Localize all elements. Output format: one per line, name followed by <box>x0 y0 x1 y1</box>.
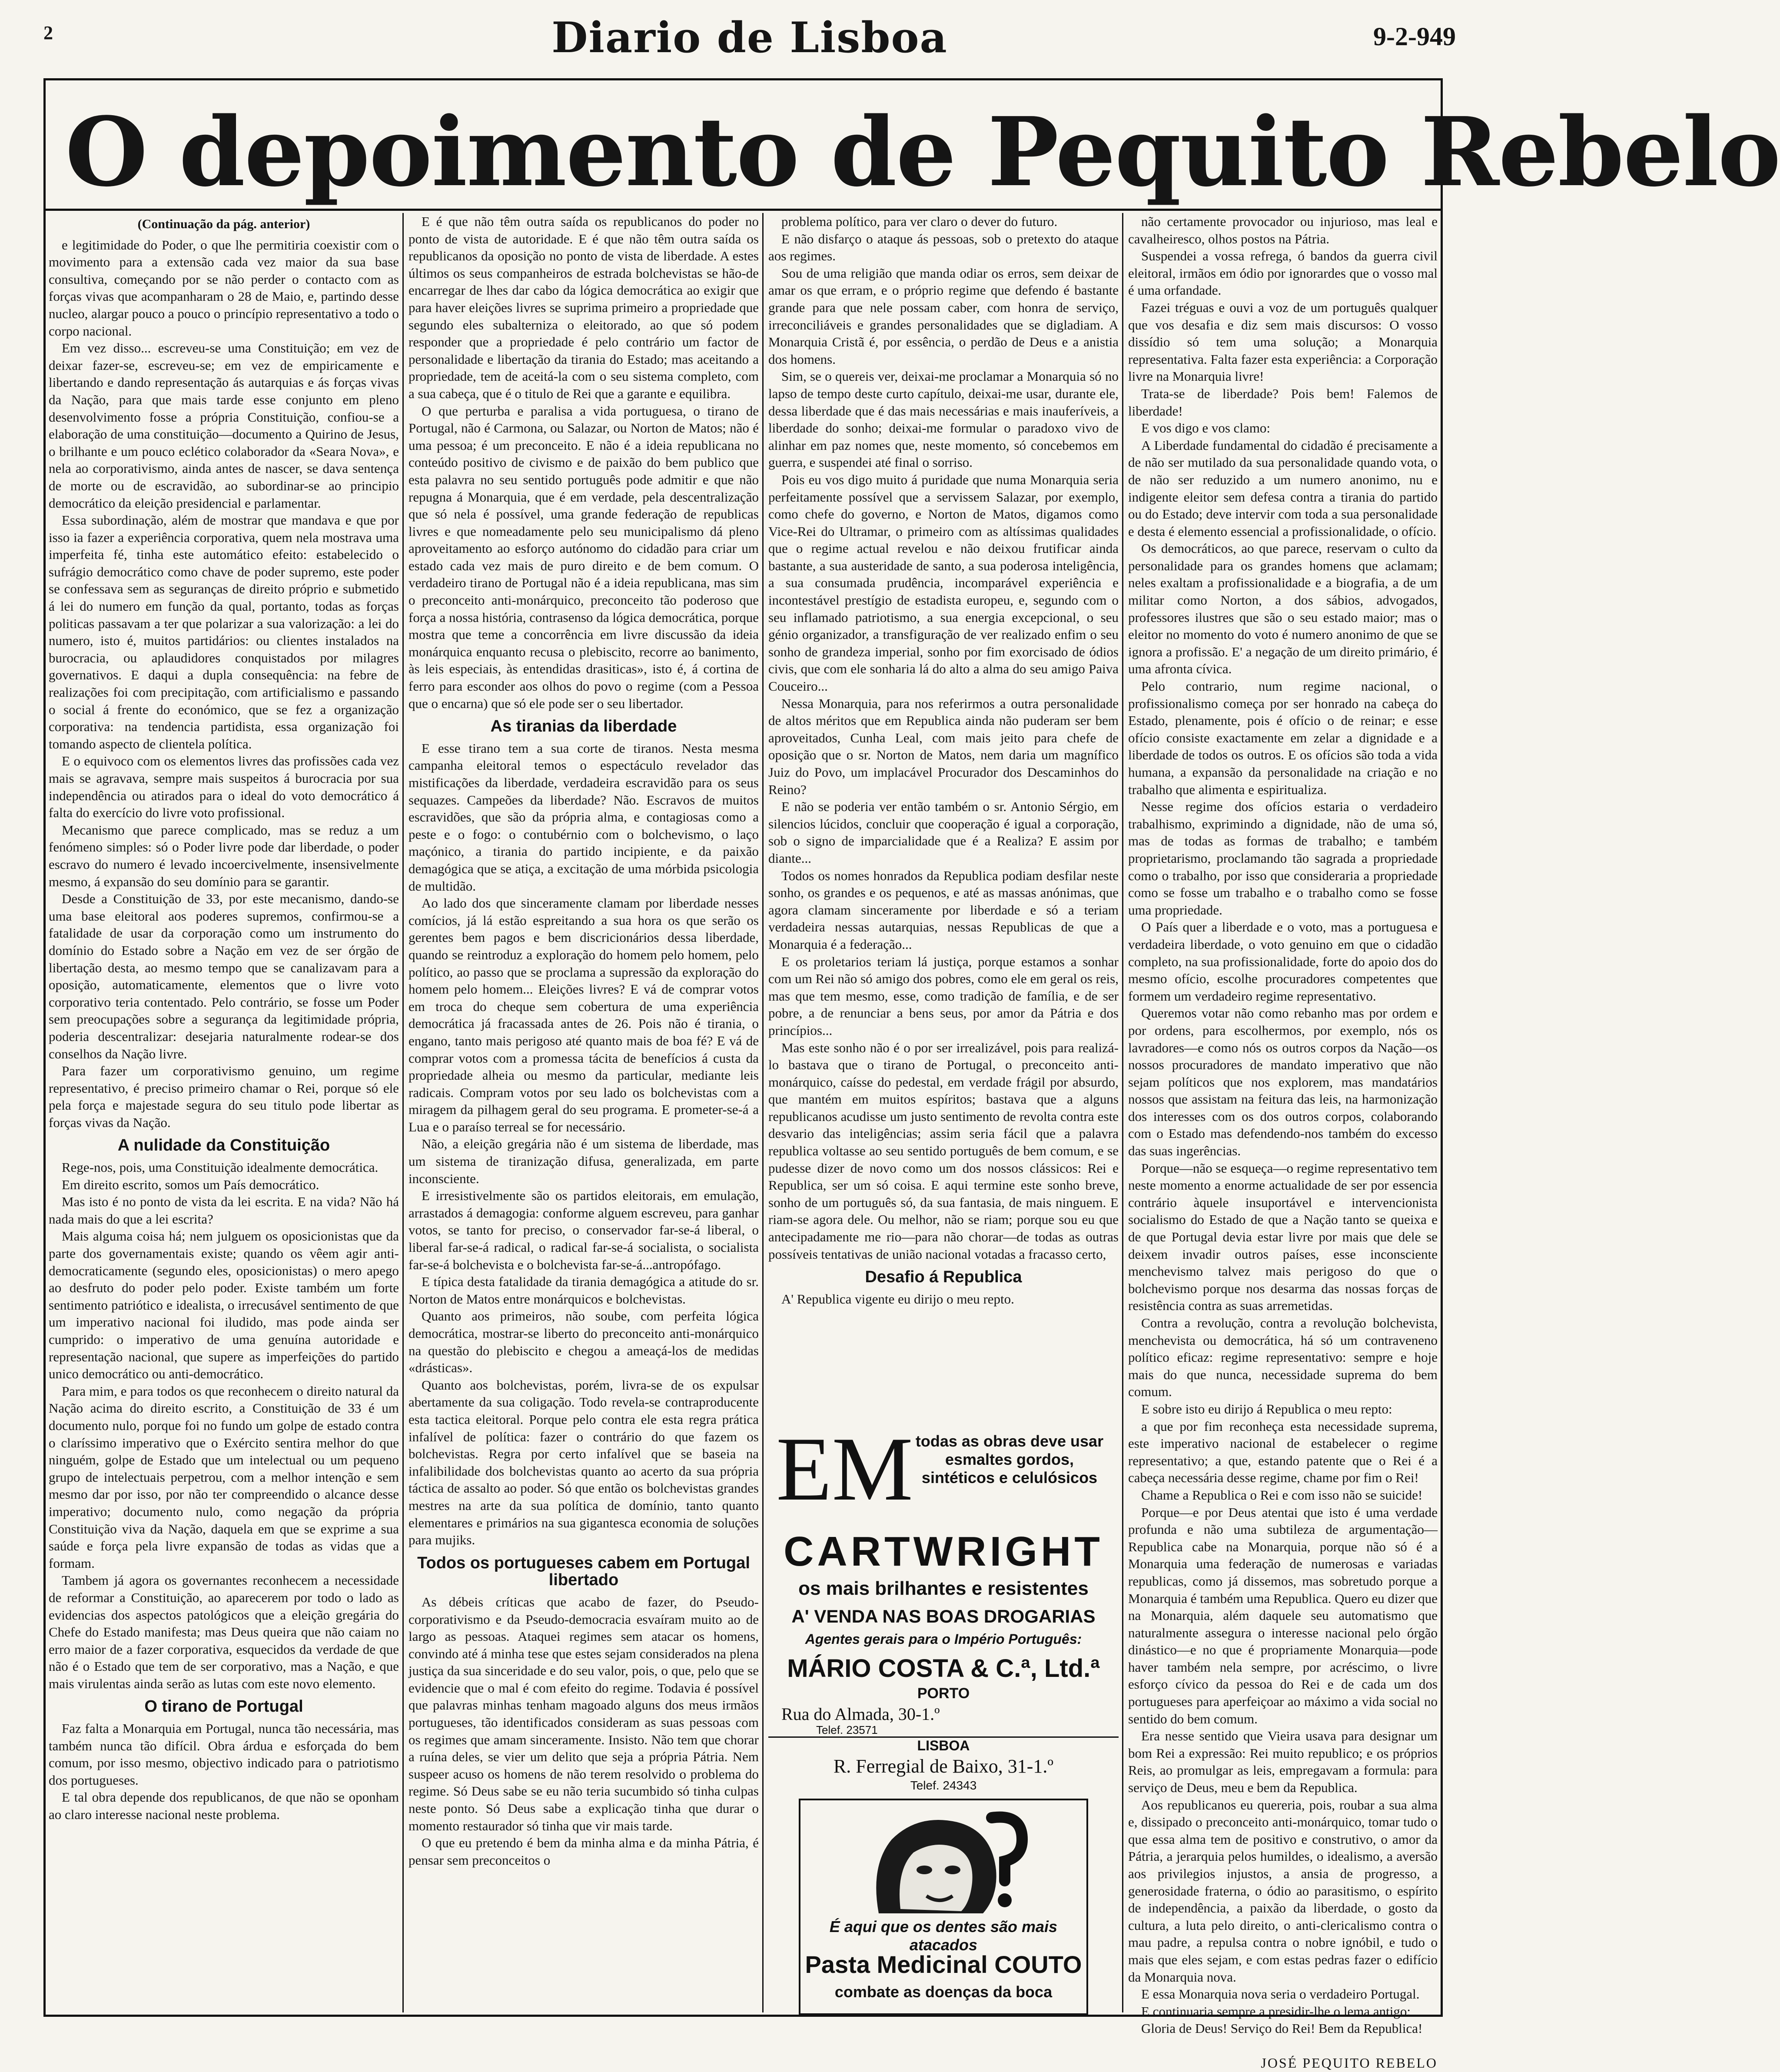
paragraph: a que por fim reconheça esta necessidade suprema, este imperativo nacional de estabelecer o regime representativo; a que, estando patente que o Rei é a cabeça necessária desse regime, chame por fim o Rei! <box>1128 1418 1438 1486</box>
ad-sale-info: A' VENDA NAS BOAS DROGARIAS <box>791 1606 1096 1626</box>
headline-divider <box>43 209 1443 211</box>
article-headline: O depoimento de Pequito Rebelo <box>65 96 1780 208</box>
newspaper-title: Diario de Lisboa <box>551 13 948 62</box>
ad-city-porto: PORTO <box>917 1685 970 1702</box>
paragraph: Nessa Monarquia, para nos referirmos a outra personalidade de altos méritos que em Republica ainda não puderam ser bem aproveitados, Cunha Leal, com mais jeito para chefe de oposição que o sr. Norton de Matos, nem daria um magnífico Juiz do Povo, um implacável Procurador dos Descaminhos do Reino? <box>768 695 1119 797</box>
article-column-3 <box>768 213 1119 1421</box>
paragraph: Contra a revolução, contra a revolução bolchevista, menchevista ou democrática, há só um contraveneno político eficaz: regime representativo: sempre e hoje mais do que nunca, necessidade suprema do bem comum. <box>1128 1315 1438 1400</box>
paragraph: Quanto aos primeiros, não soube, com perfeita lógica democrática, mostrar-se liberto do preconceito anti-monárquico na questão do plebiscito e chegou a ameaçá-los de medidas «drásticas». <box>408 1308 759 1376</box>
ad-city-lisboa: LISBOA <box>917 1738 970 1753</box>
author-signature: JOSÉ PEQUITO REBELO <box>1261 2055 1438 2071</box>
continuation-note: (Continuação da pág. anterior) <box>137 217 310 231</box>
subheading: Todos os portugueses cabem em Portugal libertado <box>417 1553 750 1590</box>
ad-tagline: os mais brilhantes e resistentes <box>798 1578 1089 1599</box>
paragraph: Chame a Republica o Rei e com isso não se suicide! <box>1141 1487 1423 1503</box>
paragraph: E não se poderia ver então também o sr. Antonio Sérgio, em silencios lúcidos, concluir que cooperação é igual a corporação, sob o signo de imparcialidade que é a Realiza? E assim por diante... <box>768 799 1119 866</box>
paragraph: Era nesse sentido que Vieira usava para designar um bom Rei a expressão: Rei muito republico; e os próprios Reis, ao promulgar as leis, empregavam a formula: para serviço de Deus, meu e bem da Republica. <box>1128 1728 1438 1796</box>
subheading: O tirano de Portugal <box>144 1697 303 1716</box>
paragraph: Os democráticos, ao que parece, reservam o culto da personalidade para os grandes homens que aclamam; neles exaltam a profissionalidade e a biografia, a de um militar como Norton, a dos sábios, advogados, professores ilustres que são o seu estado maior; mas o eleitor no momento do voto é numero anonimo de que se ignora a profissão. E' a negação de um direito primário, é uma afronta cívica. <box>1128 541 1438 677</box>
paragraph: Faz falta a Monarquia em Portugal, nunca tão necessária, mas também nunca tão difícil. Obra árdua e esforçada do bem comum, por isso mesmo, objectivo indicado para o patriotismo dos portugueses. <box>49 1721 399 1788</box>
advertisement-block <box>768 1419 1119 2019</box>
paragraph: Aos republicanos eu quereria, pois, roubar a sua alma e, dissipado o preconceito anti-monárquico, tomar tudo o que essa alma tem de positivo e construtivo, o amor da Pátria, a jerarquia pelos humildes, o idealismo, a aversão aos privilegios injustos, a ansia de progresso, a generosidade fraterna, o ódio ao parasitismo, o espírito de independência, a paixão da liberdade, o gosto da cultura, a luta pelo direito, o anti-clericalismo contra o mau padre, a repulsa contra o nobre ignóbil, e tudo o mais que eles sejam, e com estas pedras fazer o edifício da Monarquia nova. <box>1128 1797 1438 1985</box>
couto-ad <box>799 1799 1088 2015</box>
paragraph: E tal obra depende dos republicanos, de que não se oponham ao claro interesse nacional neste problema. <box>49 1789 399 1823</box>
paragraph: Em direito escrito, somos um País democrático. <box>62 1177 319 1192</box>
ad-company: MÁRIO COSTA & C.ª, Ltd.ª <box>787 1654 1100 1683</box>
paragraph: Para mim, e para todos os que reconhecem o direito natural da Nação acima do direito escrito, a Constituição de 33 é um documento nulo, porque foi no fundo um golpe de estado contra o claríssimo imperativo que o Exército sentira melhor do que ninguém, golpe de Estado que um intelectual ou um pequeno grupo de intelectuais perpetrou, com a melhor intenção e sem mesmo dar por isso, por não ter compreendido o alcance desse imperativo; documento nulo, como negação da própria Constituição viva da Nação, daquela em que se exprime a sua saúde e força pela livre expansão de todas as vidas que a formam. <box>49 1383 399 1571</box>
column-divider <box>402 213 404 2012</box>
masthead <box>43 13 1456 78</box>
column-divider <box>762 213 764 2012</box>
paragraph: Ao lado dos que sinceramente clamam por liberdade nesses comícios, já lá estão espreitando a sua hora os que serão os gerentes bem pagos e bem discricionários dessa liberdade, quando se reintroduz a exploração do homem pelo homem, pelo político, ao passo que se proclama a supressão da exploração do homem pelo homem... Eleições livres? E vá de comprar votos em troca do cheque sem cobertura de uma experiência democrática já fracassada antes de 26. Pois não é tirania, o engano, tanto mais perigoso até quanto mais de boa fé? E vá de comprar votos com a promessa tácita de benefícios á custa da propriedade alheia ou mesmo da particular, mediante leis radicais. Compram votos por seu lado os bolchevistas com a miragem da pilhagem geral do seu programa. E prometer-se-á a Lua e o paraíso terreal se for necessário. <box>408 895 759 1134</box>
paragraph: problema político, para ver claro o dever do futuro. <box>781 214 1058 229</box>
paragraph: Não, a eleição gregária não é um sistema de liberdade, mas um sistema de tiranização difusa, generalizada, em parte inconsciente. <box>408 1136 759 1186</box>
ad-large-letters: EM <box>776 1419 913 1520</box>
paragraph: E o equivoco com os elementos livres das profissões cada vez mais se agravava, sempre mais suspeitos á burocracia por sua independência ou atirados para o ideal do voto democrático á falta do exercício do livre voto profissional. <box>49 753 399 821</box>
ad-phone-porto: Telef. 23571 <box>816 1723 878 1736</box>
paragraph: Em vez disso... escreveu-se uma Constituição; em vez de deixar fazer-se, escreveu-se; em vez de empiricamente e libertando e dando representação ás autarquias e ás forças vivas da Nação, para que mais tarde esse conjunto em pleno desenvolvimento fosse a própria Constituição, confiou-se a elaboração de uma constituição—documento a Quirino de Jesus, o brilhante e um pouco eclético colaborador da «Seara Nova», e nela ao corporativismo, ainda antes de nascer, se dava sentença de morte ou de escravidão, ao subordinar-se ao principio democrático da eleição presidencial e parlamentar. <box>49 340 399 511</box>
article-column-2 <box>408 213 759 2012</box>
paragraph: E continuaria sempre a presidir-lhe o lema antigo: <box>1141 2003 1411 2019</box>
paragraph: E essa Monarquia nova seria o verdadeiro Portugal. <box>1141 1986 1420 2002</box>
ad-agents: Agentes gerais para o Império Português: <box>805 1631 1082 1647</box>
paragraph: Desde a Constituição de 33, por este mecanismo, dando-se uma base eleitoral aos poderes supremos, confirmou-se a fatalidade de usar da corporação como um instrumento do domínio do Estado sobre a Nação em vez de ser órgão de libertação desta, ao mesmo tempo que se canalizavam para a oposição, automaticamente, elementos que o livre voto corporativo teria contentado. Pelo contrário, se fosse um Poder sem preocupações sobre a segurança da legitimidade própria, poderia descentralizar: desejaria naturalmente rodear-se dos conselhos da Nação livre. <box>49 891 399 1061</box>
paragraph: Essa subordinação, além de mostrar que mandava e que por isso ia fazer a experiência corporativa, quem nela mostrava uma imperfeita fé, tinha este automático efeito: estabelecido o sufrágio democrático como chave de poder supremo, este poder se confessava sem as seguranças de direito próprio e submetido á lei do numero em função da qual, portanto, todas as forças politicas passavam a ter que polarizar a sua valorização: a lei do numero, isto é, muitos partidários: ou clientes instalados na burocracia, ou aplaudidores conquistados por milagres governativos. E daqui a dupla consequência: na febre de realizações foi com precipitação, com artificialismo e passando o social á frente do económico, que se fez a organização corporativa: na tendencia partidista, essa organização foi tomando aspecto de clientela política. <box>49 512 399 752</box>
ad-address-lisboa: R. Ferregial de Baixo, 31-1.º <box>833 1756 1054 1777</box>
article-column-4 <box>1128 213 1438 2071</box>
face-illustration-icon <box>818 1805 1070 1916</box>
ad-slogan: É aqui que os dentes são mais atacados <box>829 1918 1058 1954</box>
ad-phone-lisboa: Telef. 24343 <box>910 1779 977 1792</box>
paragraph: Quanto aos bolchevistas, porém, livra-se de os expulsar abertamente da sua coligação. Todo revela-se contraproducente esta tactica eleitoral. Porque pelo contra ele esta regra prática infalível de política: fazer o contrário do que fazem os bolchevistas. Regra por certo infalível que se baseia na infalibilidade dos bolchevistas quanto ao acerto da sua própria táctica de assalto ao poder. Só que então os bolchevistas grandes mestres na arte da sua política de domínio, tanto quanto elementares e primários na sua gigantesca economia de soluções para mujiks. <box>408 1377 759 1548</box>
article-column-1 <box>49 213 399 2012</box>
cartwright-ad <box>768 1419 1119 1738</box>
paragraph: Tambem já agora os governantes reconhecem a necessidade de reformar a Constituição, ao aparecerem por todo o lado as evidencias dos aspectos patológicos que a eleição gregária do Chefe do Estado manifesta; mas Deus queira que não caiam no erro maior de a fazer corporativa, esquecidos da verdade de que não é o Estado que tem de ser corporativo, mas a Nação, e que mais virulentas ainda serão as lutas com este novo elemento. <box>49 1573 399 1691</box>
ad-product: Pasta Medicinal COUTO <box>805 1951 1082 1978</box>
paragraph: E não disfarço o ataque ás pessoas, sob o pretexto do ataque aos regimes. <box>768 231 1119 264</box>
paragraph: não certamente provocador ou injurioso, mas leal e cavalheiresco, olhos postos na Pátria. <box>1128 214 1438 246</box>
paragraph: As débeis críticas que acabo de fazer, do Pseudo-corporativismo e da Pseudo-democracia esvaíram muito ao de largo as pessoas. Ataquei regimes sem atacar os homens, convindo até á minha tese que estes sejam considerados na plena justiça da sua sinceridade e do seu valor, pois, o que, pelo que se evidencie que o mal é com efeito do regime. Todavia é possível que palavras minhas tenham magoado alguns dos meus irmãos portugueses, tão identificados consideram as suas pessoas com os regimes que amam sinceramente. Insisto. Não tem que chorar a ruína deles, se vier um delito que seja a própria Pátria. Nem suspeer acuso os homens de não terem resolvido o problema do regime. Só Deus sabe se eu não teria sucumbido só tinha culpas neste ponto. Só Deus sabe a explicação tinha que durar o momento restaurador só tinha que vir mais tarde. <box>408 1594 759 1833</box>
paragraph: Fazei tréguas e ouvi a voz de um português qualquer que vos desafia e diz sem mais discursos: O vosso dissídio só tem uma solução; a Monarquia representativa. Falta fazer esta experiência: a Corporação livre na Monarquia livre! <box>1128 299 1438 384</box>
paragraph: Para fazer um corporativismo genuino, um regime representativo, é preciso primeiro chamar o Rei, porque só ele pela força e majestade segura do seu titulo pode libertar as forças vivas da Nação. <box>49 1063 399 1130</box>
column-divider <box>1122 213 1123 2012</box>
paragraph: Nesse regime dos ofícios estaria o verdadeiro trabalhismo, exprimindo a dignidade, não de uma só, mas de todas as formas de trabalho; e também proprietarismo, proclamando tão sagrada a propriedade como o trabalho, por isso que consideraria a propriedade como se fosse um trabalho e o trabalho como se fosse uma propriedade. <box>1128 799 1438 918</box>
paragraph: O que eu pretendo é bem da minha alma e da minha Pátria, é pensar sem preconceitos o <box>408 1835 759 1868</box>
paragraph: Mas este sonho não é o por ser irrealizável, pois para realizá-lo bastava que o tirano de Portugal, o preconceito anti-monárquico, caísse do pedestal, em verdade frágil por absurdo, que mantém em muitos espíritos; bastava que a alguns republicanos acudisse um justo sentimento de revolta contra este desvario das inteligências; assim seria fácil que a palavra republica voltasse ao seu sentido português de bem comum, e se pudesse dizer de novo como um dos nossos clássicos: Rei e Republica, ser um só coisa. E aqui termine este sonho breve, sonho de um português só, da sua fantasia, de mais ninguem. E riam-se agora dele. Ou melhor, não se riam; porque sou eu que antecipadamente me rio—para não chorar—de todas as outras possíveis tentativas de união nacional votadas a fracasso certo, <box>768 1040 1119 1262</box>
paragraph: Mecanismo que parece complicado, mas se reduz a um fenómeno simples: só o Poder livre pode dar liberdade, o poder escravo do numero é levado incoercivelmente, insensivelmente mesmo, á expansão do seu domínio para se garantir. <box>49 822 399 889</box>
paragraph: Gloria de Deus! Serviço do Rei! Bem da Republica! <box>1141 2021 1423 2036</box>
paragraph: E típica desta fatalidade da tirania demagógica a atitude do sr. Norton de Matos entre monárquicos e bolchevistas. <box>408 1274 759 1307</box>
ad-lead-text: todas as obras deve usar esmaltes gordos, sintéticos e celulósicos <box>915 1432 1104 1487</box>
paragraph: A Liberdade fundamental do cidadão é precisamente a de não ser mutilado da sua personalidade quando vota, o de não ser reduzido a um numero anonimo, nu e indigente eleitor sem defesa contra a tirania do partido ou do Estado; deve intervir com toda a sua personalidade e desta é elemento essencial a profissionalidade, o ofício. <box>1128 437 1438 539</box>
paragraph: E vos digo e vos clamo: <box>1141 420 1271 436</box>
paragraph: Trata-se de liberdade? Pois bem! Falemos de liberdade! <box>1128 386 1438 419</box>
paragraph: Pois eu vos digo muito á puridade que numa Monarquia seria perfeitamente possível que a servissem Salazar, por exemplo, como chefe do governo, e Norton de Matos, digamos como Vice-Rei do Ultramar, o primeiro com as altíssimas qualidades que o regime actual revelou e não deixou frutificar ainda bastante, a sua austeridade de santo, a sua poderosa inteligência, a sua consumada prudência, incomparável experiência e incontestável prestígio de estadista europeu, e, segundo com o seu inflamado patriotismo, a sua energia excepcional, o seu génio organizador, a transfiguração de ver realizado enfim o seu sonho de grandeza imperial, sonho por fim exorcisado de ódios civis, que com ele sonharia lá do alto a alma do seu amigo Paiva Couceiro... <box>768 472 1119 694</box>
paragraph: Mas isto é no ponto de vista da lei escrita. E na vida? Não há nada mais do que a lei escrita? <box>49 1194 399 1227</box>
paragraph: E esse tirano tem a sua corte de tiranos. Nesta mesma campanha eleitoral temos o espectáculo revelador das mistificações da liberdade, verdadeira escravidão para os seus sequazes. Campeões da liberdade? Não. Escravos de muitos escravidões, que são da própria alma, e contagiosas como a peste e o fogo: o contubérnio com o bolchevismo, o laço maçónico, a tirania do partido incipiente, e da paixão demagógica que se atiça, a excitação de uma mórbida psicologia de multidão. <box>408 740 759 894</box>
issue-date: 9-2-949 <box>1373 22 1456 51</box>
ad-claim: combate as doenças da boca <box>834 1983 1053 2001</box>
paragraph: e legitimidade do Poder, o que lhe permitiria coexistir com o movimento para a extensão cada vez maior da sua base consultiva, começando por se não perder o contacto com as forças vivas que acompanharam o 28 de Maio, e, partindo desse nucleo, alargar pouco a pouco o princípio representativo a todo o corpo nacional. <box>49 237 399 339</box>
paragraph: E é que não têm outra saída os republicanos do poder no ponto de vista de autoridade. E é que não têm outra saída os republicanos da oposição no ponto de vista de liberdade. A estes últimos os seus companheiros de estrada bolchevistas se hão-de encarregar de lhes dar cabo da lógica democrática ao exigir que para haver eleições livres se suprima primeiro a propriedade que segundo eles subalterniza o eleitorado, ao que só podem responder que a propriedade é pelo contrário um factor de personalidade e libertação da tirania do Estado; mas aceitando a propriedade, tem de aceitá-la com o seu sistema completo, com a sua cabeça, que é o titulo de Rei que a garante e equilibra. <box>408 214 759 401</box>
paragraph: Sou de uma religião que manda odiar os erros, sem deixar de amar os que erram, e o próprio regime que defendo é bastante grande para que nele possam caber, com honra de serviço, irreconciliáveis e grandes personalidades que se digladiam. A Monarquia Cristã é, por essência, o perdão de Deus e a anistia dos homens. <box>768 265 1119 367</box>
ad-address-porto: Rua do Almada, 30-1.º <box>781 1704 940 1724</box>
subheading: Desafio á Republica <box>865 1268 1022 1287</box>
paragraph: O que perturba e paralisa a vida portuguesa, o tirano de Portugal, não é Carmona, ou Salazar, ou Norton de Matos; não é uma pessoa; é um preconceito. E não é a ideia republicana no conteúdo positivo de civismo e de paixão do bem publico que esta palavra no seu sentido português pode admitir e que não repugna á Monarquia, que é em verdade, pela descentralização que só nela é possível, uma grande federação de republicas livres e que nomeadamente pelo seu municipalismo dá pleno aproveitamento ao esforço autónomo do cidadão para criar um estado cada vez mais de puro direito e de bem comum. O verdadeiro tirano de Portugal não é a ideia republicana, mas sim o preconceito anti-monárquico, preconceito tão poderoso que força a nossa história, contrasenso da lógica democrática, porque mostra que teme a concorrência em livre discussão da ideia monárquica enquanto recusa o plebiscito, recorre ao banimento, às leis especiais, às entendidas drasiticas», isto é, á cortina de ferro para esconder aos olhos do povo o regime (com a Pessoa que o encarna) que só ele pode ser o seu libertador. <box>408 403 759 711</box>
paragraph: E sobre isto eu dirijo á Republica o meu repto: <box>1141 1401 1392 1417</box>
paragraph: Mais alguma coisa há; nem julguem os oposicionistas que da parte dos governamentais existe; quando os vêem agir anti-democraticamente (segundo eles, oposicionistas) o mero apego ao desfruto do poder pelo poder. Existe também um forte sentimento patriótico e idealista, o irrecusável sentimento de que um imperativo nacional foi iludido, mas pode ainda ser cumprido: o imperativo de uma genuína autoridade e representação nacional, que supere as imperfeições do partido unico democrático ou anti-democrático. <box>49 1228 399 1382</box>
cartwright-ad-lisbon <box>768 1738 1119 1799</box>
paragraph: E os proletarios teriam lá justiça, porque estamos a sonhar com um Rei não só amigo dos pobres, como ele em geral os reis, mas que tem mesmo, esse, como tradição de família, e de ser pobre, a de renunciar a bens seus, por amor da Pátria e dos princípios... <box>768 954 1119 1038</box>
paragraph: Porque—não se esqueça—o regime representativo tem neste momento a enorme actualidade de ser por essencia contrário àquele insuportável e intervencionista socialismo do Estado de que a Nação tanto se queixa e de que Portugal devia estar livre por mais que dele se deixem invadir outros países, esse inconsciente menchevismo talvez mais perigoso do que o bolchevismo porque nos desarma das nossas forças de resistência contra as suas arremetidas. <box>1128 1160 1438 1314</box>
subheading: A nulidade da Constituição <box>117 1136 330 1155</box>
paragraph: Porque—e por Deus atentai que isto é uma verdade profunda e não uma subtileza de argumentação—Republica cabe na Monarquia, porque não só é a Monarquia uma federação de numerosas e variadas republicas, como já dissemos, mas sobretudo porque a Monarquia é também uma Republica. Quero eu dizer que na Monarquia, além daquele seu automatismo que naturalmente assegura o interesse nacional pelo órgão dinástico—e no que é propriamente Monarquia—pode haver também nela sempre, por acréscimo, o livre esforço cívico da pessoa do Rei e de cada um dos portugueses para aperfeiçoar ao máximo a vida social no sentido do bem comum. <box>1128 1504 1438 1726</box>
paragraph: A' Republica vigente eu dirijo o meu repto. <box>781 1291 1014 1307</box>
paragraph: Suspendei a vossa refrega, ó bandos da guerra civil eleitoral, irmãos em ódio por ignorardes que o vosso mal é uma orfandade. <box>1128 248 1438 298</box>
paragraph: Queremos votar não como rebanho mas por ordem e por ordens, para escolhermos, por exemplo, nós os lavradores—e como nós os outros corpos da Nação—os nossos procuradores de mandato imperativo que não sejam políticos que nos explorem, mas mandatários nossos que assistam na feitura das leis, na harmonização dos interesses com os dos outros corpos, colaborando com o Estado mas defendendo-nos também do excesso das suas ingerências. <box>1128 1005 1438 1159</box>
paragraph: Rege-nos, pois, uma Constituição idealmente democrática. <box>62 1160 379 1175</box>
paragraph: Pelo contrario, num regime nacional, o profissionalismo começa por ser honrado na cabeça do Estado, plenamente, pois é ofício o de reinar; e esse ofício consiste exactamente em zelar a dignidade e a liberdade de todos os outros. E os ofícios são toda a vida humana, a expansão da personalidade na criação e no trabalho que alimenta e espiritualiza. <box>1128 678 1438 797</box>
page-number: 2 <box>43 22 53 43</box>
paragraph: Sim, se o quereis ver, deixai-me proclamar a Monarquia só no lapso de tempo deste curto capítulo, deixai-me usar, durante ele, dessa liberdade que é das mais necessárias e mais inauferíveis, a liberdade do sonho; deixai-me formular o paradoxo vivo de alinhar em paz nomes que, neste momento, só concebemos em guerra, e suspendei até final o sorriso. <box>768 369 1119 470</box>
paragraph: O País quer a liberdade e o voto, mas a portuguesa e verdadeira liberdade, o voto genuino em que o cidadão completo, na sua profissionalidade, forte do apoio dos do mesmo ofício, escolhe procuradores competentes que formem um verdadeiro regime representativo. <box>1128 919 1438 1004</box>
paragraph: Todos os nomes honrados da Republica podiam desfilar neste sonho, os grandes e os pequenos, e até as massas anónimas, que agora clamam sinceramente por liberdade e só a teriam verdadeira nessas autarquias, nessas Republicas de que a Monarquia é a federação... <box>768 868 1119 952</box>
paragraph: E irresistivelmente são os partidos eleitorais, em emulação, arrastados á demagogia: conforme alguem escreveu, para ganhar votos, se tanto for preciso, o conservador far-se-á liberal, o liberal far-se-á radical, o radical far-se-á socialista, o socialista far-se-á bolchevista e o bolchevista far-se-á...antropófago. <box>408 1188 759 1272</box>
subheading: As tiranias da liberdade <box>490 717 677 736</box>
ad-brand: CARTWRIGHT <box>784 1528 1103 1575</box>
